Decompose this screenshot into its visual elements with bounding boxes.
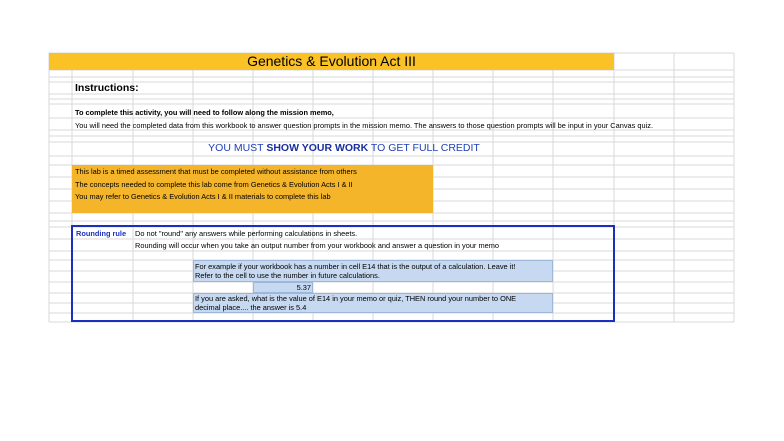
ask-line-2: decimal place.... the answer is 5.4 (195, 303, 307, 312)
note-timed: This lab is a timed assessment that must be completed without assistance from others (75, 167, 357, 176)
ask-line-1: If you are asked, what is the value of E14 in your memo or quiz, THEN round your number to ONE (195, 294, 517, 303)
sheet-title: Genetics & Evolution Act III (247, 53, 416, 69)
rounding-rule-text: Do not "round" any answers while performing calculations in sheets. (135, 229, 358, 238)
intro-bold-text: To complete this activity, you will need to follow along the mission memo, (75, 108, 334, 117)
example-line-1: For example if your workbook has a number in cell E14 that is the output of a calculation. Leave it! (195, 262, 516, 271)
intro-text: You will need the completed data from this workbook to answer question prompts in the mission memo. The answers to those question prompts will be input in your Canvas quiz. (75, 121, 653, 130)
instructions-heading: Instructions: (75, 82, 139, 94)
note-refer: You may refer to Genetics & Evolution Acts I & II materials to complete this lab (75, 192, 331, 201)
example-value: 5.37 (296, 283, 311, 292)
credit-after: TO GET FULL CREDIT (368, 142, 480, 154)
note-concepts: The concepts needed to complete this lab come from Genetics & Evolution Acts I & II (75, 180, 353, 189)
show-work-banner (74, 142, 614, 154)
credit-before: YOU MUST (208, 142, 267, 154)
example-line-2: Refer to the cell to use the number in future calculations. (195, 271, 380, 280)
rounding-rule-label: Rounding rule (76, 229, 127, 238)
credit-emphasis: SHOW YOUR WORK (266, 142, 369, 154)
rounding-when-text: Rounding will occur when you take an output number from your workbook and answer a question in your memo (135, 241, 499, 250)
